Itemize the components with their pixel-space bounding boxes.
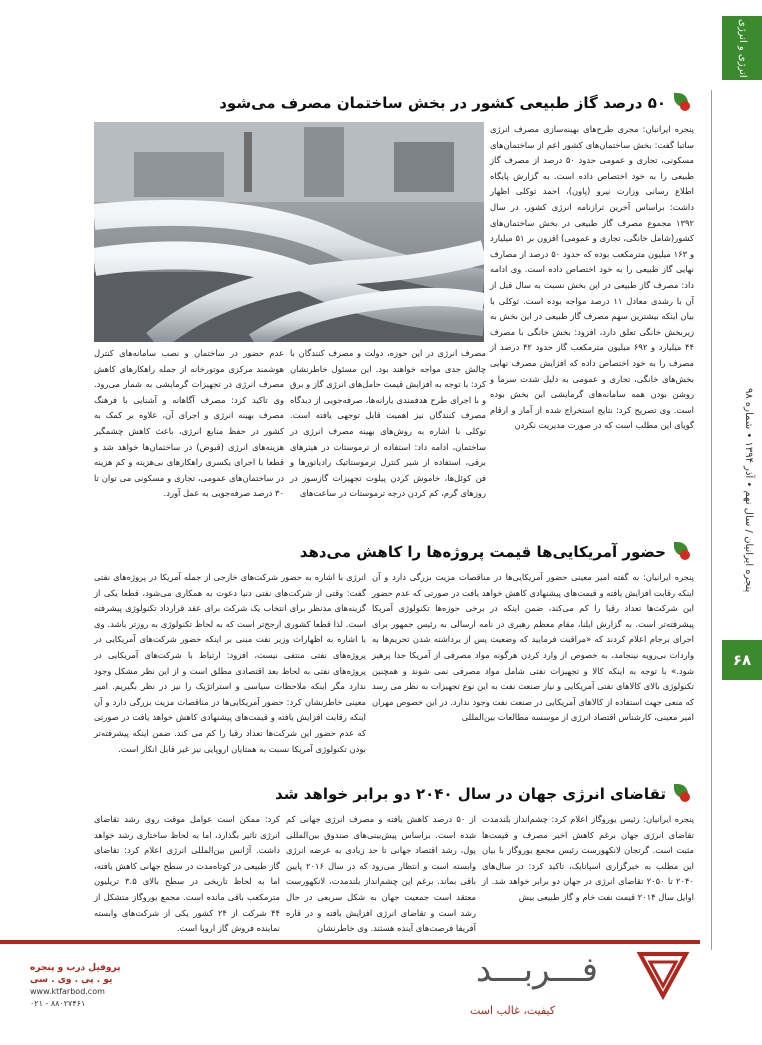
article1-col-left bbox=[94, 346, 284, 502]
article2-col-right bbox=[372, 570, 694, 726]
magazine-issue-line: پنجره ایرانیان / سال نهم • آذر ۱۳۹۴ • شماره ۹۸ bbox=[743, 387, 754, 593]
brand-logo bbox=[452, 950, 622, 1000]
pipeline-photo bbox=[94, 122, 484, 342]
leaf-drop-icon bbox=[672, 784, 692, 804]
article2-text-left: انرژی با اشاره به حضور شرکت‌های خارجی از جمله آمریکا در پروژه‌های نفتی گفت: وقتی از شرکت‌های نفتی دنیا دعوت به همکاری می‌شود، قطعا یکی از گزینه‌های مدنظر برای انتخاب یک شرکت برای عقد قرارداد تکنولوژی پیشرفته است. لذا قطعا کشوری ارجح‌تر است که به لحاظ تکنولوژی به روزتر باشد. وی با اشاره به اظهارات وزیر نفت مبنی بر اینکه حضور شرکت‌های آمریکایی در پروژه‌های نفتی منتفی نیست، افزود: ارتباط با شرکت‌های آمریکایی در پروژه‌های نفتی به لحاظ بعد اقتصادی مطلق است و از این نظر مشکل وجود ندارد مگر اینکه ملاحظات سیاسی و استراتژیک را نیز در نظر بگیریم. امیر معینی خاطرنشان کرد: حضور آمریکایی‌ها در مناقصات مزیت بزرگی دارد و آن اینکه رقابت افزایش یافته و قیمت‌های پیشنهادی کاهش خواهد یافت در صورتی که عدم حضور این شرکت‌ها تعداد رقبا را کم می کند. ضمن اینکه پیشرفته‌تر بودن تکنولوژی آمریکا نسبت به همتایان اروپایی نیز غیر قابل انکار است. bbox=[94, 572, 366, 754]
brand-name: فـــربـــد bbox=[475, 950, 599, 990]
side-strip bbox=[700, 0, 762, 1045]
pipeline-illustration bbox=[94, 122, 484, 342]
article3-text-middle: از ۵۰ درصد کاهش یافته و مصرف انرژی جهانی کم شده است. براساس پیش‌بینی‌های صندوق بین‌المللی پول، رشد اقتصاد جهانی تا حد زیادی به عرضه انرژی وابسته است و انتظار می‌رود که در سال ۲۰۱۶ پایین باقی بماند. برغم این چشم‌انداز بلندمدت، لانکهورست معتقد است جمعیت جهان به شکل سریعی در حال رشد است و تقاضای انرژی افزایش یافته و در قاره آفریقا فرصت‌های آینده هستند. وی خاطرنشان bbox=[286, 814, 476, 934]
article1-title: ۵۰ درصد گاز طبیعی کشور در بخش ساختمان مصرف می‌شود bbox=[219, 94, 666, 112]
article3-col-left bbox=[94, 812, 280, 937]
article3-title: تقاضای انرژی جهان در سال ۲۰۴۰ دو برابر خواهد شد bbox=[275, 785, 666, 803]
brand-mark-icon bbox=[636, 948, 690, 1002]
article2-text-right: پنجره ایرانیان: به گفته امیر معینی حضور آمریکایی‌ها در مناقصات مزیت بزرگی دارد و آن اینکه رقابت افزایش یافته و قیمت‌های پیشنهادی کاهش خواهد یافت در صورتی که عدم حضور این شرکت‌ها تعداد رقبا را کم می‌کند، ضمن اینکه در برخی حوزه‌ها تکنولوژی آمریکا پیشرفته‌تر است. به گزارش ایلنا، مقام معظم رهبری در نامه ارسالی به رئیس جمهور برای اجرای برجام اعلام کردند که «مراقبت فرمایید که وضعیت پس از برداشته شدن تحریم‌ها به واردات بی‌رویه نینجامد، به خصوص از وارد کردن هرگونه مواد مصرفی از آمریکا جدا پرهیز شود.» با توجه به اینکه کالا و تجهیزات نفتی شامل مواد مصرفی نمی شوند و همچنین تکنولوژی بالای کالاهای نفتی آمریکایی و نیاز صنعت نفت به این نوع تجهیزات به نظر می رسد که منعی جهت استفاده از کالاهای آمریکایی در صنعت نفت وجود ندارد. در این خصوص مهران امیر معینی، کارشناس اقتصاد انرژی از موسسه مطالعات بین‌المللی bbox=[372, 572, 694, 723]
contact-phone: ۰۲۱ - ۸۸۰۲۷۴۶۱ bbox=[30, 999, 86, 1008]
contact-material: یو . پی . وی . سی bbox=[30, 975, 113, 985]
article3-col-middle bbox=[286, 812, 476, 937]
article2-title: حضور آمریکایی‌ها قیمت پروژه‌ها را کاهش می‌دهد bbox=[299, 543, 666, 561]
contact-block bbox=[30, 962, 140, 1010]
brand-slogan: کیفیت، غالب است bbox=[470, 1004, 556, 1017]
leaf-drop-icon bbox=[672, 93, 692, 113]
article1-title-row bbox=[219, 92, 692, 114]
article2-col-left bbox=[94, 570, 366, 757]
article2-title-row bbox=[300, 541, 692, 563]
side-divider bbox=[711, 90, 712, 950]
article1-text-left: عدم حضور در ساختمان و نصب سامانه‌های کنترل هوشمند مرکزی موتورخانه از جمله راهکارهای کاهش مصرف انرژی در تجهیزات گرمایشی به شمار می‌رود. وی تاکید کرد: مصرف آگاهانه و آشنایی با فرهنگ مصرف بهینه انرژی و اجرای آن، علاوه بر کمک به کشور در حفظ منابع انرژی، باعث کاهش چشمگیر هزینه‌های انرژی (قبوض) در ساختمان‌ها خواهد شد و قطعا با اجرای یکسری راهکارهای بی‌هزینه و کم هزینه در ساختمان‌های عمومی، تجاری و مسکونی می توان تا ۳۰ درصد صرفه‌جویی به عمل آورد. bbox=[94, 348, 284, 499]
article3-text-left: کرد: ممکن است عوامل موقت روی رشد تقاضای انرژی تاثیر بگذارد، اما به لحاظ ساختاری رشد خواهد داشت. آژانس بین‌المللی انرژی اعلام کرد: تقاضای گاز طبیعی در کوتاه‌مدت در سطح جهانی کاهش یافته، اما به لحاظ تاریخی در سطح بالای ۳.۵ تریلیون مترمکعب باقی مانده است. مجمع یوروگاز متشکل از ۴۴ شرکت از ۲۴ کشور یکی از شرکت‌های وابسته نماینده فروش گاز اروپا است. bbox=[94, 814, 280, 934]
article1-text-middle: مصرف انرژی در این حوزه، دولت و مصرف کنندگان با چالش جدی مواجه خواهند بود. این مسئول خاطرنشان کرد: با توجه به افزایش قیمت حامل‌های انرژی گاز و برق و با اجرای طرح هدفمندی یارانه‌ها، صرفه‌جویی از دیدگاه مصرف کنندگان نیز اهمیت قابل توجهی یافته است. توکلی با اشاره به روش‌های بهینه مصرف انرژی در ساختمان، ادامه داد: استفاده از ترموستات در هیترهای برقی، استفاده از شیر کنترل ترموستاتیک رادیاتورها و فن کوئل‌ها، خاموش کردن پیلوت تجهیزات گازسوز در روزهای گرم، کم کردن درجه ترموستات در ساعت‌های bbox=[290, 348, 486, 499]
article1-col-right bbox=[490, 122, 694, 434]
article3-text-right: پنجره ایرانیان: رئیس یوروگاز اعلام کرد: چشم‌انداز بلندمدت تقاضای انرژی جهان برغم کاهش اخیر مصرف و قیمت‌ها مثبت است. گرتجان لانکهورست رئیس مجمع یوروگاز با بیان این مطلب به خبرگزاری اسپانایک، تاکید کرد: در سال‌های ۲۰۴۰ تا ۲۰۵۰ تقاضای انرژی در جهان دو برابر خواهد شد. از اوایل سال ۲۰۱۴ قیمت نفت خام و گاز طبیعی بیش bbox=[482, 814, 694, 902]
article3-title-row bbox=[275, 783, 692, 805]
contact-website[interactable]: www.ktfarbod.com bbox=[30, 987, 105, 996]
article1-text-right: پنجره ایرانیان: مجری طرح‌های بهینه‌سازی مصرف انرژی ساتبا گفت: بخش ساختمان‌های کشور اعم از ساختمان‌های مسکونی، تجاری و عمومی حدود ۵۰ درصد از مصرف گاز طبیعی را به خود اختصاص داده است. به گزارش پایگاه اطلاع رسانی وزارت نیرو (پاون)، احمد توکلی اظهار داشت: براساس آخرین ترازنامه انرژی کشور، در سال ۱۳۹۲ مجموع مصرف گاز طبیعی در بخش ساختمان‌های کشور(شامل خانگی، تجاری و عمومی) افزون بر ۵۱ میلیارد و ۱۶۳ میلیون مترمکعب بوده که حدود ۵۰ درصد از مصارف نهایی گاز طبیعی را به خود اختصاص داده است. وی ادامه داد: مصرف گاز طبیعی در این بخش نسبت به سال قبل از آن با رشدی معادل ۱۱ درصد مواجه بوده است. توکلی با بیان اینکه بیشترین سهم مصرف گاز طبیعی در این بخش به زیربخش خانگی تعلق دارد، افزود: بخش خانگی با مصرف ۴۴ میلیارد و ۶۹۲ میلیون مترمکعب گاز حدود ۴۲ درصد از مصرف را به خود اختصاص داده که افزایش مصرف نهایی بخش‌های خانگی، تجاری و عمومی به دلیل شدت سرما و روشن بودن همه سامانه‌های گرمایشی این بخش بوده است. وی تصریح کرد: نتایج استخراج شده از آمار و ارقام گویای این مطلب است که در صورت مدیریت نکردن bbox=[490, 124, 695, 431]
page-number: ۶۸ bbox=[722, 640, 762, 680]
article3-col-right bbox=[482, 812, 694, 906]
footer-rule bbox=[0, 940, 700, 944]
leaf-drop-icon bbox=[672, 542, 692, 562]
contact-product: پروفیل درب و پنجره bbox=[30, 963, 121, 973]
article1-col-middle bbox=[290, 346, 486, 502]
section-tab: انرژی و انرژی bbox=[722, 16, 762, 80]
